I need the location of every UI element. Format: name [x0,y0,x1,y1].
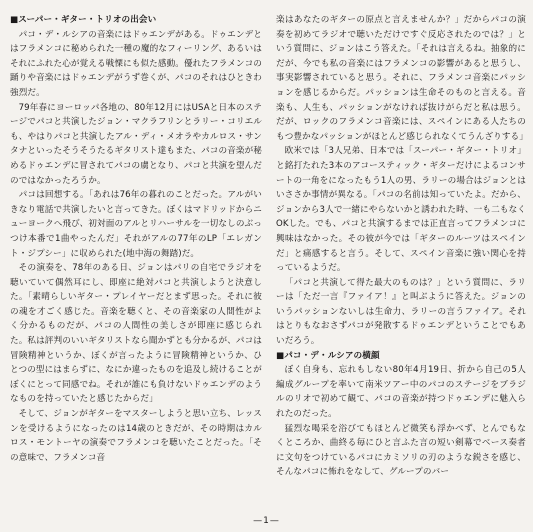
page-number: —1— [253,516,280,526]
paragraph: 猛烈な喝采を浴びてもほとんど微笑も浮かべず、とんでもなくところか、曲終る毎にひと言ふた言の短い剣幕でベース奏者に文句をつけているパコにカミソリの刃のような鋭さを感じ、そんなパコに怖れをなして、グループのバー [276,423,526,478]
paragraph: そして、ジョンがギターをマスターしようと思い立ち、レッスンを受けるようになったのは14歳のときだが、その時期はカルロス・モントーヤの演奏でフラメンコを聴いたことだった。「その意味で、フラメンコ音 [10,409,262,463]
left-column [10,13,262,465]
paragraph: その演奏を、78年のある日、ジョンはパリの自宅でラジオを聴いていて偶然耳にし、即座に絶対パコと共演しようと決意した。「素晴らしいギター・プレイヤーだとまず思った。それに彼の魂を才ごく感じた。音楽を聴くと、その音楽家の人間性がよく分かるものだが、パコの人間性の美しさが即座に感じられた。私は評判のいいギタリストなら聞かずとも分かるが、パコは冒険精神というか、ぼくが言ったように冒険精神というか、ひとつの型にはまらずに、なにか違ったものを追及し続けることがぼくにとって同感でね。それが誰にも負けないドゥエンデのようなものを持っていたと感じたからだ」 [10,263,262,405]
paragraph: ぼく自身も、忘れもしない80年4月19日、折から自己の5人編成グループを率いて南米ツアー中のパコのステージをブラジルのリオで初めて観て、パコの音楽が持つドゥエンデに魅入られたのだった。 [276,365,526,420]
paragraph-continued: 楽はあなたのギターの原点と言えませんか？」だからパコの演奏を初めてラジオで聴いただけですぐ反応されたのでは？」という質問に、ジョンはこう答えた。「それは言えるね。抽象的にだが、今でも私の音楽にはフラメンコの影響があると思うし、事実影響されていると思う。それに、フラメンコ音楽にパッションを感じるからだ。パッションは生命そのものと言える。音楽も、人生も、パッションがなければ抜けがらだと私は思う。だが、ロックのフラメンコ音楽には、スペインにある人たちのもつ豊かなパッションがほとんど感じられなくてうんざりする」 [276,15,528,142]
paragraph: 「パコと共演して得た最大のものは？」という質問に、ラリーは「ただ一言『ファイア！』と叫ぶように答えた。ジョンのいうパッションないしは生命力、ラリーの言うファイア。それはとりもなおさずパコが発散するドゥエンデということでもあいだろう。 [276,277,526,347]
paragraph: 79年春にヨーロッパ各地の、80年12月にはUSAと日本のステージでパコと共演したジョン・マクラフリンとラリー・コリエルも、やはりパコと共演したアル・ディ・メオラやカルロス・サンタナといったそうそうたるギタリスト達もまた、パコの音楽が秘めるドゥエンデに冒されてパコの虜となり、パコと共演を望んだのではなかったろうか。 [10,102,262,186]
right-column [276,13,526,480]
paragraph: パコ・デ・ルシアの音楽にはドゥエンデがある。ドゥエンデとはフラメンコに秘められた一種の魔的なフィーリング、あるいはそれにふれた心が覚える戦慄にも似た感動。優れたフラメンコの踊りや音楽にはドゥエンデがうず巻くが、パコのそれはひときわ強烈だ。 [10,29,262,98]
section-heading-super-guitar-trio: ■スーパー・ギター・トリオの出会い [10,15,157,25]
paragraph: パコは回想する。「あれは76年の暮れのことだった。アルがいきなり電話で共演したいと言ってきた。ぼくはマドリッドからニューヨークへ飛び、初対面のアルとリハーサルを一切なしのぶっつけ本番で1曲やったんだ」それがアルの77年のLP「エレガント・ジプシー」に収められた(地中海の舞踏)だ。 [10,190,262,259]
section-heading-paco-profile: ■パコ・デ・ルシアの横顔 [276,350,380,361]
paragraph: 欧米では「3人兄弟、日本では「スーパー・ギター・トリオ」と銘打たれた3本のアコースティック・ギターだけによるコンサートの一角をになったもう1人の男、ラリーの場合はジョンとはいささか事情が異なる。「パコの名前は知っていたよ。だから、ジョンから3人で一緒にやらないかと誘われた時、一も二もなくOKした。でも、パコと共演するまでは正直言ってフラメンコに興味はなかった。その彼が今では「ギターのルーツはスペインだ」と痛感すると言う。そして、スペイン音楽に強い関心を持っているようだ。 [276,146,526,274]
